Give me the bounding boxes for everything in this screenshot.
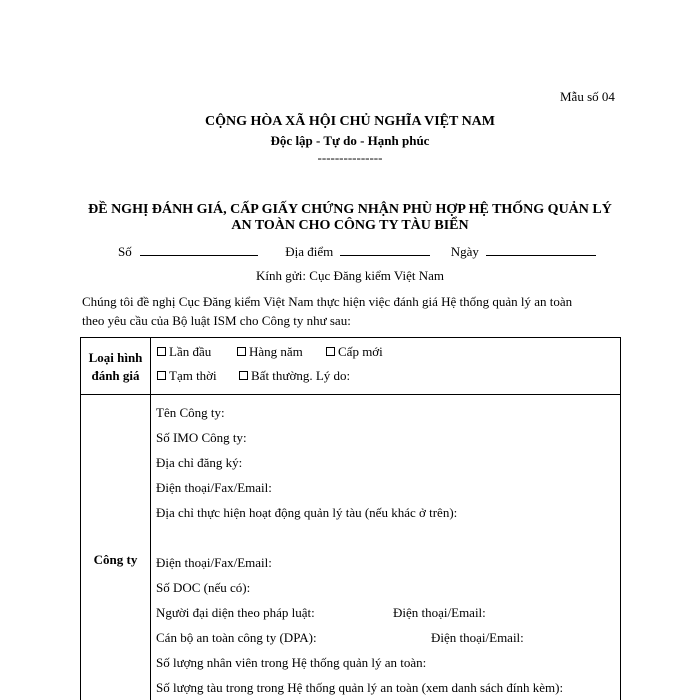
checkbox[interactable]: [157, 347, 166, 356]
option-annual[interactable]: Hàng năm: [237, 344, 303, 360]
checkbox[interactable]: [326, 347, 335, 356]
checkbox[interactable]: [237, 347, 246, 356]
legal-representative-contact[interactable]: Điện thoại/Email:: [393, 605, 486, 620]
place-field[interactable]: [340, 244, 430, 256]
assessment-type-row: [81, 338, 621, 395]
assessment-type-options: [151, 338, 621, 395]
date-label: Ngày: [450, 244, 479, 259]
request-table: [80, 337, 621, 700]
field-legal-representative[interactable]: Người đại diện theo pháp luật: Điện thoại/Email:: [156, 600, 620, 625]
intro-line1: Chúng tôi đề nghị Cục Đăng kiểm Việt Nam thực hiện việc đánh giá Hệ thống quản lý an toàn: [82, 294, 573, 309]
field-contact-1[interactable]: Điện thoại/Fax/Email:: [156, 480, 272, 495]
field-company-name[interactable]: Tên Công ty:: [156, 405, 225, 420]
option-extraordinary[interactable]: Bất thường. Lý do:: [239, 368, 350, 384]
document-title-line2: AN TOÀN CHO CÔNG TY TÀU BIỂN: [231, 218, 469, 233]
field-doc-number[interactable]: Số DOC (nếu có):: [156, 580, 251, 595]
header-separator: ---------------: [317, 150, 383, 165]
field-dpa[interactable]: Cán bộ an toàn công ty (DPA): Điện thoại/Email:: [156, 625, 620, 650]
field-ship-count[interactable]: Số lượng tàu trong trong Hệ thống quản lý an toàn (xem danh sách đính kèm):: [156, 680, 564, 695]
meta-line: [118, 244, 596, 260]
field-staff-count[interactable]: Số lượng nhân viên trong Hệ thống quản lý an toàn:: [156, 655, 427, 670]
checkbox[interactable]: [157, 371, 166, 380]
option-first-time[interactable]: Lần đầu: [157, 344, 211, 360]
motto: Độc lập - Tự do - Hạnh phúc: [270, 133, 430, 148]
assessment-type-label: Loại hình đánh giá: [81, 338, 151, 395]
company-label: Công ty: [81, 395, 151, 700]
date-field[interactable]: [486, 244, 596, 256]
nation-header: CỘNG HÒA XÃ HỘI CHỦ NGHĨA VIỆT NAM: [204, 114, 495, 129]
company-fields: [151, 395, 621, 700]
form-number: Mẫu số 04: [560, 89, 615, 104]
place-label: Địa điểm: [285, 244, 334, 259]
document-title-line1: ĐỀ NGHỊ ĐÁNH GIÁ, CẤP GIẤY CHỨNG NHẬN PHÙ HỢP HỆ THỐNG QUẢN LÝ: [88, 202, 612, 217]
number-label: Số: [118, 244, 132, 259]
checkbox[interactable]: [239, 371, 248, 380]
dpa-contact[interactable]: Điện thoại/Email:: [431, 630, 524, 645]
field-registered-address[interactable]: Địa chỉ đăng ký:: [156, 455, 243, 470]
field-operation-address[interactable]: Địa chỉ thực hiện hoạt động quản lý tàu (nếu khác ở trên):: [156, 505, 458, 520]
number-field[interactable]: [140, 244, 258, 256]
field-contact-2[interactable]: Điện thoại/Fax/Email:: [156, 555, 272, 570]
intro-line2: theo yêu cầu của Bộ luật ISM cho Công ty như sau:: [82, 313, 351, 328]
option-renewal[interactable]: Cấp mới: [326, 344, 383, 360]
addressee: Kính gửi: Cục Đăng kiểm Việt Nam: [256, 268, 444, 283]
option-interim[interactable]: Tạm thời: [157, 368, 217, 384]
company-row: [81, 395, 621, 700]
field-company-imo[interactable]: Số IMO Công ty:: [156, 430, 247, 445]
